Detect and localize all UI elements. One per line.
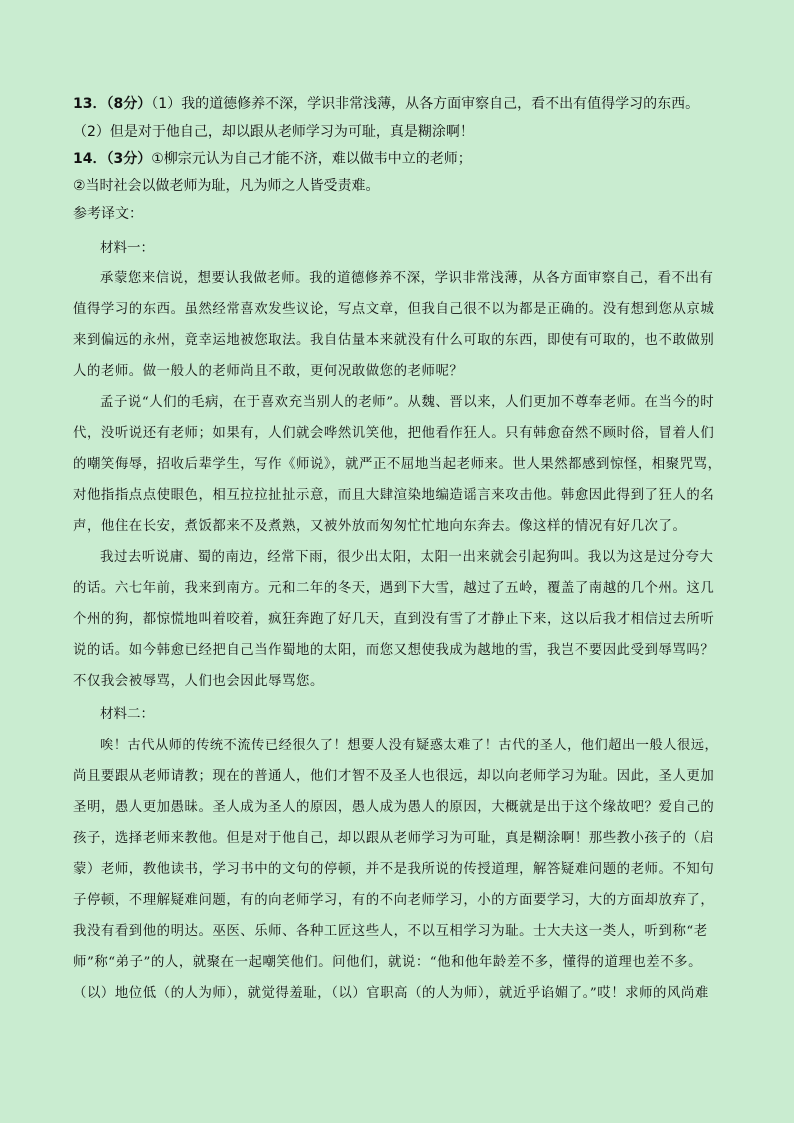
material-one-line: 的话。六七年前，我来到南方。元和二年的冬天，遇到下大雪，越过了五岭，覆盖了南越的几个州。这几 <box>73 581 715 596</box>
material-two-line: 圣明，愚人更加愚昧。圣人成为圣人的原因，愚人成为愚人的原因，大概就是出于这个缘故吧？爱自己的 <box>73 800 715 815</box>
material-one-line: 的嘲笑侮辱，招收后辈学生，写作《师说》，就严正不屈地当起老师来。世人果然都感到惊怪，相聚咒骂， <box>73 457 722 472</box>
q14-answer-line-1 <box>73 150 472 168</box>
q14-part1: ①柳宗元认为自己才能不济，难以做韦中立的老师； <box>151 151 472 167</box>
material-one-label: 材料一： <box>100 240 154 256</box>
material-two-line: 孩子，选择老师来教他。但是对于他自己，却以跟从老师学习为可耻，真是糊涂啊！那些教小孩子的（启 <box>73 831 715 846</box>
q14-number: 14．（3分） <box>73 151 152 167</box>
q13-answer-line-1 <box>73 95 699 113</box>
material-two-line: 唉！古代从师的传统不流传已经很久了！想要人没有疑惑太难了！古代的圣人，他们超出一般人很远， <box>100 738 719 753</box>
q13-part1: （1）我的道德修养不深，学识非常浅薄，从各方面审察自己，看不出有值得学习的东西。 <box>151 96 700 112</box>
material-two-line: （以）地位低（的人为师），就觉得羞耻，（以）官职高（的人为师），就近乎谄媚了。”哎！求师的风尚难 <box>73 986 709 1001</box>
material-one-line: 我过去听说庸、蜀的南边，经常下雨，很少出太阳，太阳一出来就会引起狗叫。我以为这是过分夸大 <box>100 550 714 565</box>
reference-translation-title: 参考译文： <box>73 206 143 222</box>
material-two-line: 师”称“弟子”的人，就聚在一起嘲笑他们。问他们，就说：“他和他年龄差不多，懂得的道理也差不多。 <box>73 955 703 970</box>
material-one-line: 对他指指点点使眼色，相互拉拉扯扯示意，而且大肆渲染地编造谣言来攻击他。韩愈因此得到了狂人的名 <box>73 488 715 503</box>
material-one-line: 孟子说“人们的毛病，在于喜欢充当别人的老师”。从魏、晋以来，人们更加不尊奉老师。在当今的时 <box>100 395 715 410</box>
material-two-line: 我没有看到他的明达。巫医、乐师、各种工匠这些人，不以互相学习为耻。士大夫这一类人，听到称“老 <box>73 924 708 939</box>
q13-answer-line-2: （2）但是对于他自己，却以跟从老师学习为可耻，真是糊涂啊！ <box>73 124 474 140</box>
material-one-line: 代，没听说还有老师；如果有，人们就会哗然讥笑他，把他看作狂人。只有韩愈奋然不顾时俗，冒着人们 <box>73 426 715 441</box>
material-two-line: 子停顿，不理解疑难问题，有的向老师学习，有的不向老师学习，小的方面要学习，大的方面却放弃了， <box>73 893 715 908</box>
material-two-label: 材料二： <box>100 706 154 722</box>
material-one-line: 不仅我会被辱骂，人们也会因此辱骂您。 <box>73 674 324 689</box>
material-one-line: 说的话。如今韩愈已经把自己当作蜀地的太阳，而您又想使我成为越地的雪，我岂不要因此受到辱骂吗？ <box>73 643 715 658</box>
q13-number: 13．（8分） <box>73 96 152 112</box>
material-one-line: 值得学习的东西。虽然经常喜欢发些议论，写点文章，但我自己很不以为都是正确的。没有想到您从京城 <box>73 302 715 317</box>
material-one-line: 个州的狗，都惊慌地叫着咬着，疯狂奔跑了好几天，直到没有雪了才静止下来，这以后我才相信过去所听 <box>73 612 715 627</box>
material-two-line: 尚且要跟从老师请教；现在的普通人，他们才智不及圣人也很远，却以向老师学习为耻。因此，圣人更加 <box>73 769 715 784</box>
material-one-line: 人的老师。做一般人的老师尚且不敢，更何况敢做您的老师呢？ <box>73 364 464 379</box>
material-one-line: 声，他住在长安，煮饭都来不及煮熟，又被外放而匆匆忙忙地向东奔去。像这样的情况有好几次了。 <box>73 519 687 534</box>
material-two-line: 蒙）老师，教他读书，学习书中的文句的停顿，并不是我所说的传授道理，解答疑难问题的老师。不知句 <box>73 862 715 877</box>
q14-answer-line-2: ②当时社会以做老师为耻，凡为师之人皆受责难。 <box>73 178 380 194</box>
material-one-line: 承蒙您来信说，想要认我做老师。我的道德修养不深，学识非常浅薄，从各方面审察自己，看不出有 <box>100 271 714 286</box>
material-one-line: 来到偏远的永州，竟幸运地被您取法。我自估量本来就没有什么可取的东西，即使有可取的，也不敢做别 <box>73 333 715 348</box>
